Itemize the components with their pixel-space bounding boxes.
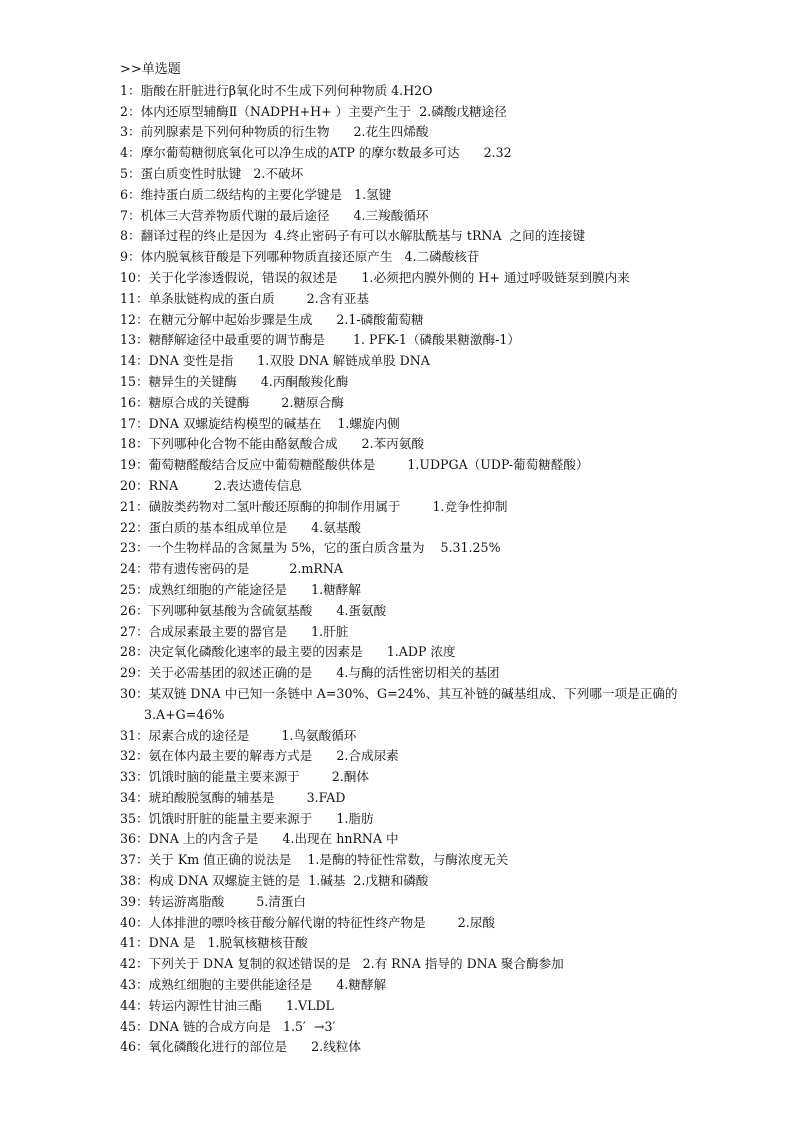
question-answer: 4.H2O — [391, 82, 433, 98]
question-number: 14 — [120, 353, 137, 369]
question-text: 带有遗传密码的是 — [148, 561, 250, 577]
question-answer: 2.尿酸 — [429, 914, 495, 930]
question-answer: 1.VLDL — [265, 997, 334, 1013]
question-answer: 1.UDPGA（UDP-葡萄糖醛酸） — [379, 457, 589, 473]
question-item — [120, 102, 680, 123]
question-number: 23 — [120, 540, 137, 556]
question-number: 17 — [120, 415, 137, 431]
question-answer: 4.氨基酸 — [291, 519, 361, 535]
question-item — [120, 164, 680, 185]
question-item — [120, 1037, 680, 1058]
question-answer: 2.有 RNA 指导的 DNA 聚合酶参加 — [354, 956, 564, 972]
question-answer: 4.出现在 hnRNA 中 — [262, 831, 399, 847]
question-answer: 4.终止密码子有可以水解肽酰基与 tRNA 之间的连接键 — [270, 228, 586, 244]
question-text: 磺胺类药物对二氢叶酸还原酶的抑制作用属于 — [148, 498, 401, 514]
question-text: 蛋白质变性时肽键 — [140, 165, 242, 181]
question-answer: 1.双股 DNA 解链成单股 DNA — [237, 353, 430, 369]
question-separator: ： — [136, 852, 149, 868]
question-answer: 2.32 — [463, 145, 512, 161]
question-answer: 4.三羧酸循环 — [333, 207, 429, 223]
question-separator: ： — [136, 810, 149, 826]
question-number: 13 — [120, 332, 137, 348]
question-text: 琥珀酸脱氢酶的辅基是 — [148, 789, 275, 805]
question-separator: ： — [136, 685, 149, 701]
question-separator: ： — [128, 207, 141, 223]
question-separator: ： — [136, 311, 149, 327]
question-answer: 4.二磷酸核苷 — [396, 249, 480, 265]
question-separator: ： — [136, 540, 149, 556]
question-separator: ： — [136, 914, 149, 930]
question-item — [120, 497, 680, 518]
question-answer: 1.氢键 — [346, 186, 392, 202]
question-item — [120, 933, 680, 954]
question-number: 15 — [120, 373, 137, 389]
question-separator: ： — [136, 581, 149, 597]
question-item — [120, 975, 680, 996]
question-item — [120, 892, 680, 913]
question-number: 18 — [120, 436, 137, 452]
question-text: DNA 上的内含子是 — [148, 831, 259, 847]
question-separator: ： — [136, 831, 149, 847]
question-answer: 1.鸟氨酸循环 — [253, 727, 357, 743]
question-text: DNA 变性是指 — [148, 353, 234, 369]
question-separator: ： — [136, 1018, 149, 1034]
question-separator: ： — [136, 623, 149, 639]
question-item — [120, 122, 680, 143]
question-item — [120, 663, 680, 684]
question-number: 43 — [120, 977, 137, 993]
question-text: RNA — [148, 477, 179, 493]
question-item — [120, 788, 680, 809]
question-answer: 5.31.25% — [428, 540, 501, 556]
question-separator: ： — [136, 353, 149, 369]
question-number: 25 — [120, 581, 137, 597]
question-answer: 4.蛋氨酸 — [316, 602, 387, 618]
question-answer: 1.碱基 2.戊糖和磷酸 — [304, 873, 429, 889]
question-number: 22 — [120, 519, 137, 535]
question-item — [120, 206, 680, 227]
question-text: 翻译过程的终止是因为 — [140, 228, 267, 244]
question-text: 下列哪种化合物不能由酪氨酸合成 — [148, 436, 338, 452]
question-item — [120, 143, 680, 164]
question-separator: ： — [128, 124, 141, 140]
question-number: 2 — [120, 103, 129, 119]
question-number: 45 — [120, 1018, 137, 1034]
question-number: 16 — [120, 394, 137, 410]
question-separator: ： — [128, 145, 141, 161]
question-number: 26 — [120, 602, 137, 618]
question-text: 葡萄糖醛酸结合反应中葡萄糖醛酸供体是 — [148, 457, 376, 473]
question-text: 构成 DNA 双螺旋主链的是 — [148, 873, 301, 889]
question-answer: 2.酮体 — [303, 769, 369, 785]
question-number: 31 — [120, 727, 137, 743]
question-item — [120, 954, 680, 975]
question-separator: ： — [136, 561, 149, 577]
question-answer: 1.必须把内膜外侧的 H+ 通过呼吸链泵到膜内来 — [341, 269, 630, 285]
question-answer: 2.mRNA — [253, 561, 343, 577]
question-number: 27 — [120, 623, 137, 639]
question-item — [120, 393, 680, 414]
question-separator: ： — [136, 602, 149, 618]
question-separator: ： — [136, 477, 149, 493]
question-number: 39 — [120, 893, 137, 909]
question-item — [120, 185, 680, 206]
question-item — [120, 538, 680, 559]
question-number: 30 — [120, 685, 137, 701]
question-text: 氨在体内最主要的解毒方式是 — [148, 748, 313, 764]
question-separator: ： — [128, 165, 141, 181]
question-answer: 2.不破坏 — [245, 165, 304, 181]
section-title: >>单选题 — [120, 62, 181, 77]
question-item — [120, 247, 680, 268]
question-item — [120, 351, 680, 372]
question-item — [120, 268, 680, 289]
question-number: 1 — [120, 82, 129, 98]
question-answer: 2.线粒体 — [291, 1039, 361, 1055]
question-separator: ： — [128, 228, 141, 244]
question-text: 转运内源性甘油三酯 — [148, 997, 262, 1013]
question-item — [120, 601, 680, 622]
question-item — [120, 226, 680, 247]
question-item — [120, 310, 680, 331]
question-item — [120, 580, 680, 601]
question-separator: ： — [136, 519, 149, 535]
question-answer: 1.螺旋内侧 — [325, 415, 400, 431]
question-item — [120, 746, 680, 767]
question-number: 11 — [120, 290, 137, 306]
question-separator: ： — [136, 644, 149, 660]
question-text: 关于 Km 值正确的说法是 — [148, 852, 292, 868]
question-answer: 1.脱氧核糖核苷酸 — [199, 935, 308, 951]
question-separator: ： — [136, 415, 149, 431]
question-number: 36 — [120, 831, 137, 847]
question-item — [120, 767, 680, 788]
question-answer: 4.糖酵解 — [316, 977, 387, 993]
question-answer: 4.丙酮酸羧化酶 — [240, 373, 349, 389]
question-text: 成熟红细胞的产能途径是 — [148, 581, 288, 597]
question-text: 糖酵解途径中最重要的调节酶是 — [148, 332, 325, 348]
question-text: 前列腺素是下列何种物质的衍生物 — [140, 124, 330, 140]
question-separator: ： — [136, 436, 149, 452]
question-item — [120, 871, 680, 892]
question-text: 体内脱氧核苷酸是下列哪种物质直接还原产生 — [140, 249, 393, 265]
question-separator: ： — [136, 893, 149, 909]
question-answer: 2.磷酸戊糖途径 — [415, 103, 507, 119]
question-text: 下列关于 DNA 复制的叙述错误的是 — [148, 956, 351, 972]
question-number: 38 — [120, 873, 137, 889]
question-text: 蛋白质的基本组成单位是 — [148, 519, 288, 535]
question-separator: ： — [136, 394, 149, 410]
question-number: 34 — [120, 789, 137, 805]
question-separator: ： — [128, 103, 141, 119]
question-item — [120, 372, 680, 393]
question-item — [120, 559, 680, 580]
question-separator: ： — [136, 977, 149, 993]
question-text: 转运游离脂酸 — [148, 893, 225, 909]
question-text: 机体三大营养物质代谢的最后途径 — [140, 207, 330, 223]
question-answer: 5.清蛋白 — [228, 893, 307, 909]
question-item — [120, 476, 680, 497]
question-answer: 2.糖原合酶 — [253, 394, 344, 410]
question-text: 体内还原型辅酶Ⅱ（NADPH+H+ ）主要产生于 — [140, 103, 412, 119]
question-answer: 1.ADP 浓度 — [366, 644, 456, 660]
question-number: 32 — [120, 748, 137, 764]
question-text: 尿素合成的途径是 — [148, 727, 250, 743]
question-item — [120, 518, 680, 539]
question-answer: 1.是酶的特征性常数，与酶浓度无关 — [295, 852, 509, 868]
question-separator: ： — [136, 997, 149, 1013]
question-answer: 2.花生四烯酸 — [333, 124, 429, 140]
question-separator: ： — [136, 873, 149, 889]
question-item — [120, 434, 680, 455]
question-number: 20 — [120, 477, 137, 493]
question-item — [120, 1017, 680, 1038]
question-text: 饥饿时脑的能量主要来源于 — [148, 769, 300, 785]
question-number: 40 — [120, 914, 137, 930]
question-number: 37 — [120, 852, 137, 868]
question-number: 41 — [120, 935, 137, 951]
question-separator: ： — [136, 956, 149, 972]
question-answer: 3.A+G=46% — [124, 706, 225, 722]
question-separator: ： — [136, 665, 149, 681]
question-text: 脂酸在肝脏进行β氧化时不生成下列何种物质 — [140, 82, 388, 98]
question-separator: ： — [128, 249, 141, 265]
question-answer: 2.含有亚基 — [278, 290, 369, 306]
question-list — [120, 60, 680, 1058]
question-separator: ： — [136, 498, 149, 514]
question-number: 42 — [120, 956, 137, 972]
question-text: 下列哪种氨基酸为含硫氨基酸 — [148, 602, 313, 618]
question-number: 33 — [120, 769, 137, 785]
question-text: 一个生物样品的含氮量为 5%，它的蛋白质含量为 — [148, 540, 425, 556]
question-text: 糖原合成的关键酶 — [148, 394, 250, 410]
question-separator: ： — [136, 727, 149, 743]
question-item — [120, 414, 680, 435]
question-answer: 2.表达遗传信息 — [182, 477, 302, 493]
question-number: 5 — [120, 165, 129, 181]
question-answer: 2.合成尿素 — [316, 748, 399, 764]
question-answer: 1.竞争性抑制 — [404, 498, 508, 514]
question-answer: 4.与酶的活性密切相关的基团 — [316, 665, 500, 681]
question-number: 10 — [120, 269, 137, 285]
question-item — [120, 809, 680, 830]
question-separator: ： — [136, 269, 149, 285]
question-item — [120, 850, 680, 871]
question-text: 氧化磷酸化进行的部位是 — [148, 1039, 288, 1055]
question-item — [120, 289, 680, 310]
question-number: 46 — [120, 1039, 137, 1055]
question-answer: 1.5′ →3′ — [275, 1018, 336, 1034]
question-separator: ： — [136, 935, 149, 951]
question-answer: 1.脂肪 — [316, 810, 374, 826]
question-item — [120, 996, 680, 1017]
question-text: 关于化学渗透假说，错误的叙述是 — [148, 269, 338, 285]
question-item — [120, 81, 680, 102]
question-separator: ： — [128, 186, 141, 202]
question-number: 9 — [120, 249, 129, 265]
question-number: 8 — [120, 228, 129, 244]
question-number: 19 — [120, 457, 137, 473]
question-separator: ： — [136, 748, 149, 764]
question-text: 单条肽链构成的蛋白质 — [148, 290, 275, 306]
question-text: 成熟红细胞的主要供能途径是 — [148, 977, 313, 993]
question-answer: 2.1-磷酸葡萄糖 — [316, 311, 424, 327]
question-item — [120, 726, 680, 747]
question-number: 35 — [120, 810, 137, 826]
question-item — [120, 829, 680, 850]
question-answer: 1.肝脏 — [291, 623, 349, 639]
question-item — [120, 684, 680, 726]
question-text: 某双链 DNA 中已知一条链中 A=30%、G=24%、其互补链的碱基组成、下列哪一项是正确的 — [148, 685, 678, 701]
question-number: 4 — [120, 145, 129, 161]
question-number: 7 — [120, 207, 129, 223]
question-number: 29 — [120, 665, 137, 681]
question-number: 24 — [120, 561, 137, 577]
question-item — [120, 330, 680, 351]
question-number: 6 — [120, 186, 129, 202]
question-number: 28 — [120, 644, 137, 660]
question-separator: ： — [136, 789, 149, 805]
question-answer: 1.糖酵解 — [291, 581, 361, 597]
question-separator: ： — [136, 1039, 149, 1055]
question-text: DNA 是 — [148, 935, 196, 951]
question-text: 维持蛋白质二级结构的主要化学键是 — [140, 186, 343, 202]
question-number: 3 — [120, 124, 129, 140]
question-separator: ： — [136, 769, 149, 785]
question-answer: 3.FAD — [278, 789, 346, 805]
question-number: 12 — [120, 311, 137, 327]
question-item — [120, 455, 680, 476]
question-separator: ： — [136, 373, 149, 389]
question-text: 人体排泄的嘌呤核苷酸分解代谢的特征性终产物是 — [148, 914, 426, 930]
question-text: 关于必需基团的叙述正确的是 — [148, 665, 313, 681]
question-text: 决定氧化磷酸化速率的最主要的因素是 — [148, 644, 363, 660]
question-answer: 2.苯丙氨酸 — [341, 436, 424, 452]
question-separator: ： — [136, 332, 149, 348]
question-item — [120, 642, 680, 663]
question-text: 合成尿素最主要的器官是 — [148, 623, 288, 639]
question-item — [120, 913, 680, 934]
question-text: DNA 链的合成方向是 — [148, 1018, 271, 1034]
question-text: 摩尔葡萄糖彻底氧化可以净生成的ATP 的摩尔数最多可达 — [140, 145, 460, 161]
question-number: 21 — [120, 498, 137, 514]
question-separator: ： — [128, 82, 141, 98]
question-answer: 1. PFK-1（磷酸果糖激酶-1） — [328, 332, 520, 348]
question-separator: ： — [136, 457, 149, 473]
question-text: DNA 双螺旋结构模型的碱基在 — [148, 415, 322, 431]
question-item — [120, 622, 680, 643]
question-text: 饥饿时肝脏的能量主要来源于 — [148, 810, 313, 826]
question-text: 糖异生的关键酶 — [148, 373, 237, 389]
question-number: 44 — [120, 997, 137, 1013]
question-text: 在糖元分解中起始步骤是生成 — [148, 311, 313, 327]
question-separator: ： — [136, 290, 149, 306]
